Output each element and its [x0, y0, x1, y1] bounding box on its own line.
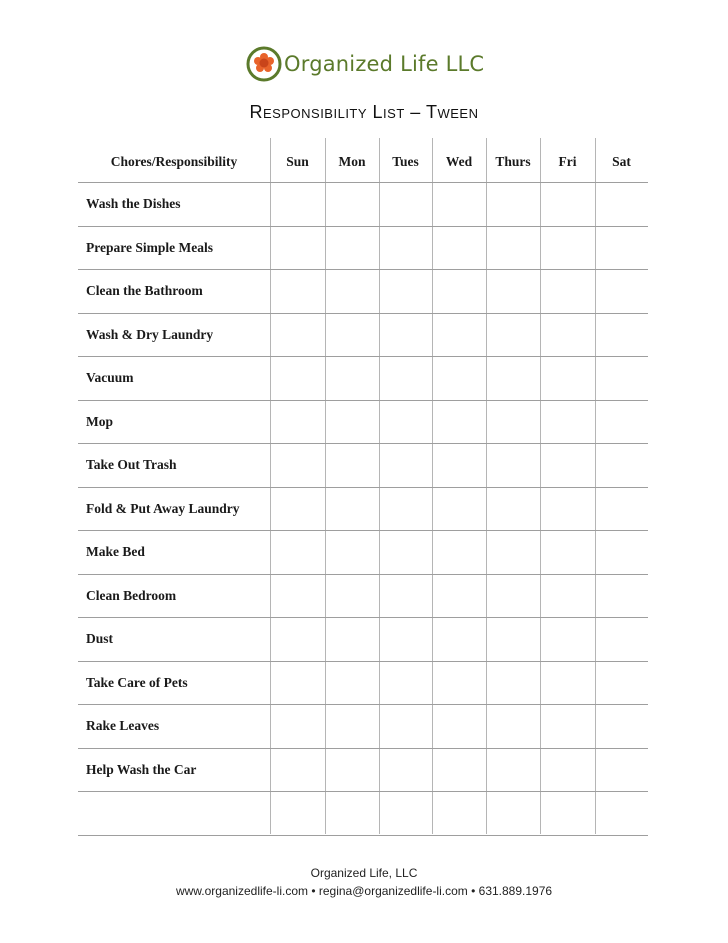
chore-label: Wash the Dishes — [86, 196, 181, 211]
day-checkbox-cell[interactable] — [270, 443, 325, 486]
day-checkbox-cell[interactable] — [486, 574, 540, 617]
row-divider — [78, 835, 648, 836]
day-checkbox-cell[interactable] — [486, 617, 540, 660]
day-checkbox-cell[interactable] — [486, 269, 540, 312]
day-checkbox-cell[interactable] — [325, 356, 379, 399]
day-checkbox-cell[interactable] — [595, 704, 648, 747]
chore-label: Rake Leaves — [86, 718, 160, 733]
day-checkbox-cell[interactable] — [270, 530, 325, 573]
day-checkbox-cell[interactable] — [486, 748, 540, 791]
day-checkbox-cell[interactable] — [486, 791, 540, 834]
company-logo — [244, 42, 494, 90]
day-checkbox-cell[interactable] — [325, 704, 379, 747]
chore-label: Take Out Trash — [86, 457, 177, 472]
day-checkbox-cell[interactable] — [379, 748, 432, 791]
flower-logo-icon — [244, 42, 288, 86]
chore-label: Dust — [86, 631, 114, 646]
day-checkbox-cell[interactable] — [270, 226, 325, 269]
day-checkbox-cell[interactable] — [379, 617, 432, 660]
day-checkbox-cell[interactable] — [379, 704, 432, 747]
day-checkbox-cell[interactable] — [486, 313, 540, 356]
day-checkbox-cell[interactable] — [432, 356, 486, 399]
day-checkbox-cell[interactable] — [325, 661, 379, 704]
day-checkbox-cell[interactable] — [540, 269, 595, 312]
day-checkbox-cell[interactable] — [540, 400, 595, 443]
day-checkbox-cell[interactable] — [432, 748, 486, 791]
day-checkbox-cell[interactable] — [540, 617, 595, 660]
day-checkbox-cell[interactable] — [486, 487, 540, 530]
day-checkbox-cell[interactable] — [379, 791, 432, 834]
day-checkbox-cell[interactable] — [595, 791, 648, 834]
day-checkbox-cell[interactable] — [486, 704, 540, 747]
day-checkbox-cell[interactable] — [270, 791, 325, 834]
day-checkbox-cell[interactable] — [540, 530, 595, 573]
day-checkbox-cell[interactable] — [540, 182, 595, 225]
day-checkbox-cell[interactable] — [595, 574, 648, 617]
day-checkbox-cell[interactable] — [595, 269, 648, 312]
day-checkbox-cell[interactable] — [540, 443, 595, 486]
day-checkbox-cell[interactable] — [379, 530, 432, 573]
day-checkbox-cell[interactable] — [595, 617, 648, 660]
day-checkbox-cell[interactable] — [270, 182, 325, 225]
day-checkbox-cell[interactable] — [325, 530, 379, 573]
day-checkbox-cell[interactable] — [486, 400, 540, 443]
header-chores: Chores/Responsibility — [110, 154, 238, 169]
day-checkbox-cell[interactable] — [325, 443, 379, 486]
day-checkbox-cell[interactable] — [540, 487, 595, 530]
day-checkbox-cell[interactable] — [379, 182, 432, 225]
day-checkbox-cell[interactable] — [432, 269, 486, 312]
day-checkbox-cell[interactable] — [432, 487, 486, 530]
day-checkbox-cell[interactable] — [595, 748, 648, 791]
day-checkbox-cell[interactable] — [595, 226, 648, 269]
header-day: Sun — [286, 154, 309, 169]
day-checkbox-cell[interactable] — [325, 226, 379, 269]
day-checkbox-cell[interactable] — [540, 748, 595, 791]
day-checkbox-cell[interactable] — [432, 226, 486, 269]
day-checkbox-cell[interactable] — [540, 704, 595, 747]
day-checkbox-cell[interactable] — [432, 443, 486, 486]
day-checkbox-cell[interactable] — [486, 182, 540, 225]
day-checkbox-cell[interactable] — [325, 313, 379, 356]
day-checkbox-cell[interactable] — [540, 313, 595, 356]
day-checkbox-cell[interactable] — [270, 661, 325, 704]
chore-label: Wash & Dry Laundry — [86, 326, 214, 342]
day-checkbox-cell[interactable] — [595, 356, 648, 399]
day-checkbox-cell[interactable] — [379, 226, 432, 269]
header-day: Wed — [445, 154, 473, 169]
day-checkbox-cell[interactable] — [432, 400, 486, 443]
logo-text: Organized Life LLC — [284, 52, 485, 76]
day-checkbox-cell[interactable] — [270, 487, 325, 530]
header-day: Tues — [392, 154, 419, 169]
day-checkbox-cell[interactable] — [540, 574, 595, 617]
chore-label: Clean the Bathroom — [86, 283, 203, 298]
day-checkbox-cell[interactable] — [432, 617, 486, 660]
footer-contact: www.organizedlife-li.com • regina@organizedlife-li.com • 631.889.1976 — [175, 884, 553, 898]
day-checkbox-cell[interactable] — [379, 574, 432, 617]
day-checkbox-cell[interactable] — [325, 617, 379, 660]
day-checkbox-cell[interactable] — [432, 791, 486, 834]
day-checkbox-cell[interactable] — [379, 356, 432, 399]
day-checkbox-cell[interactable] — [595, 661, 648, 704]
day-checkbox-cell[interactable] — [379, 443, 432, 486]
day-checkbox-cell[interactable] — [432, 574, 486, 617]
day-checkbox-cell[interactable] — [540, 226, 595, 269]
chore-label: Mop — [86, 413, 113, 429]
chore-label: Take Care of Pets — [86, 674, 188, 690]
day-checkbox-cell[interactable] — [270, 748, 325, 791]
day-checkbox-cell[interactable] — [379, 269, 432, 312]
day-checkbox-cell[interactable] — [325, 400, 379, 443]
responsibility-table — [78, 138, 648, 834]
chore-label: Prepare Simple Meals — [86, 239, 213, 255]
day-checkbox-cell[interactable] — [432, 313, 486, 356]
day-checkbox-cell[interactable] — [325, 182, 379, 225]
header-day: Fri — [558, 154, 577, 169]
day-checkbox-cell[interactable] — [486, 226, 540, 269]
day-checkbox-cell[interactable] — [595, 313, 648, 356]
day-checkbox-cell[interactable] — [595, 443, 648, 486]
day-checkbox-cell[interactable] — [270, 574, 325, 617]
day-checkbox-cell[interactable] — [540, 661, 595, 704]
day-checkbox-cell[interactable] — [486, 356, 540, 399]
header-day: Sat — [612, 154, 631, 169]
day-checkbox-cell[interactable] — [595, 400, 648, 443]
chore-label: Clean Bedroom — [86, 587, 177, 603]
day-checkbox-cell[interactable] — [325, 791, 379, 834]
day-checkbox-cell[interactable] — [432, 182, 486, 225]
header-day: Thurs — [495, 154, 531, 169]
chore-label: Help Wash the Car — [86, 761, 197, 777]
chore-label: Make Bed — [86, 544, 145, 559]
day-checkbox-cell[interactable] — [270, 313, 325, 356]
day-checkbox-cell[interactable] — [325, 487, 379, 530]
day-checkbox-cell[interactable] — [325, 574, 379, 617]
page-title: Responsibility List – Tween — [249, 102, 479, 122]
day-checkbox-cell[interactable] — [432, 530, 486, 573]
day-checkbox-cell[interactable] — [486, 530, 540, 573]
day-checkbox-cell[interactable] — [379, 400, 432, 443]
day-checkbox-cell[interactable] — [595, 182, 648, 225]
day-checkbox-cell[interactable] — [270, 617, 325, 660]
day-checkbox-cell[interactable] — [540, 791, 595, 834]
chore-label: Vacuum — [86, 370, 134, 385]
day-checkbox-cell[interactable] — [325, 748, 379, 791]
day-checkbox-cell[interactable] — [595, 530, 648, 573]
day-checkbox-cell[interactable] — [486, 661, 540, 704]
day-checkbox-cell[interactable] — [379, 313, 432, 356]
day-checkbox-cell[interactable] — [270, 704, 325, 747]
day-checkbox-cell[interactable] — [325, 269, 379, 312]
day-checkbox-cell[interactable] — [432, 704, 486, 747]
day-checkbox-cell[interactable] — [270, 400, 325, 443]
header-day: Mon — [338, 154, 366, 169]
day-checkbox-cell[interactable] — [486, 443, 540, 486]
chore-label: Fold & Put Away Laundry — [86, 500, 240, 516]
day-checkbox-cell[interactable] — [270, 269, 325, 312]
day-checkbox-cell[interactable] — [270, 356, 325, 399]
day-checkbox-cell[interactable] — [379, 661, 432, 704]
day-checkbox-cell[interactable] — [379, 487, 432, 530]
footer-company: Organized Life, LLC — [310, 866, 418, 880]
day-checkbox-cell[interactable] — [540, 356, 595, 399]
day-checkbox-cell[interactable] — [432, 661, 486, 704]
day-checkbox-cell[interactable] — [595, 487, 648, 530]
